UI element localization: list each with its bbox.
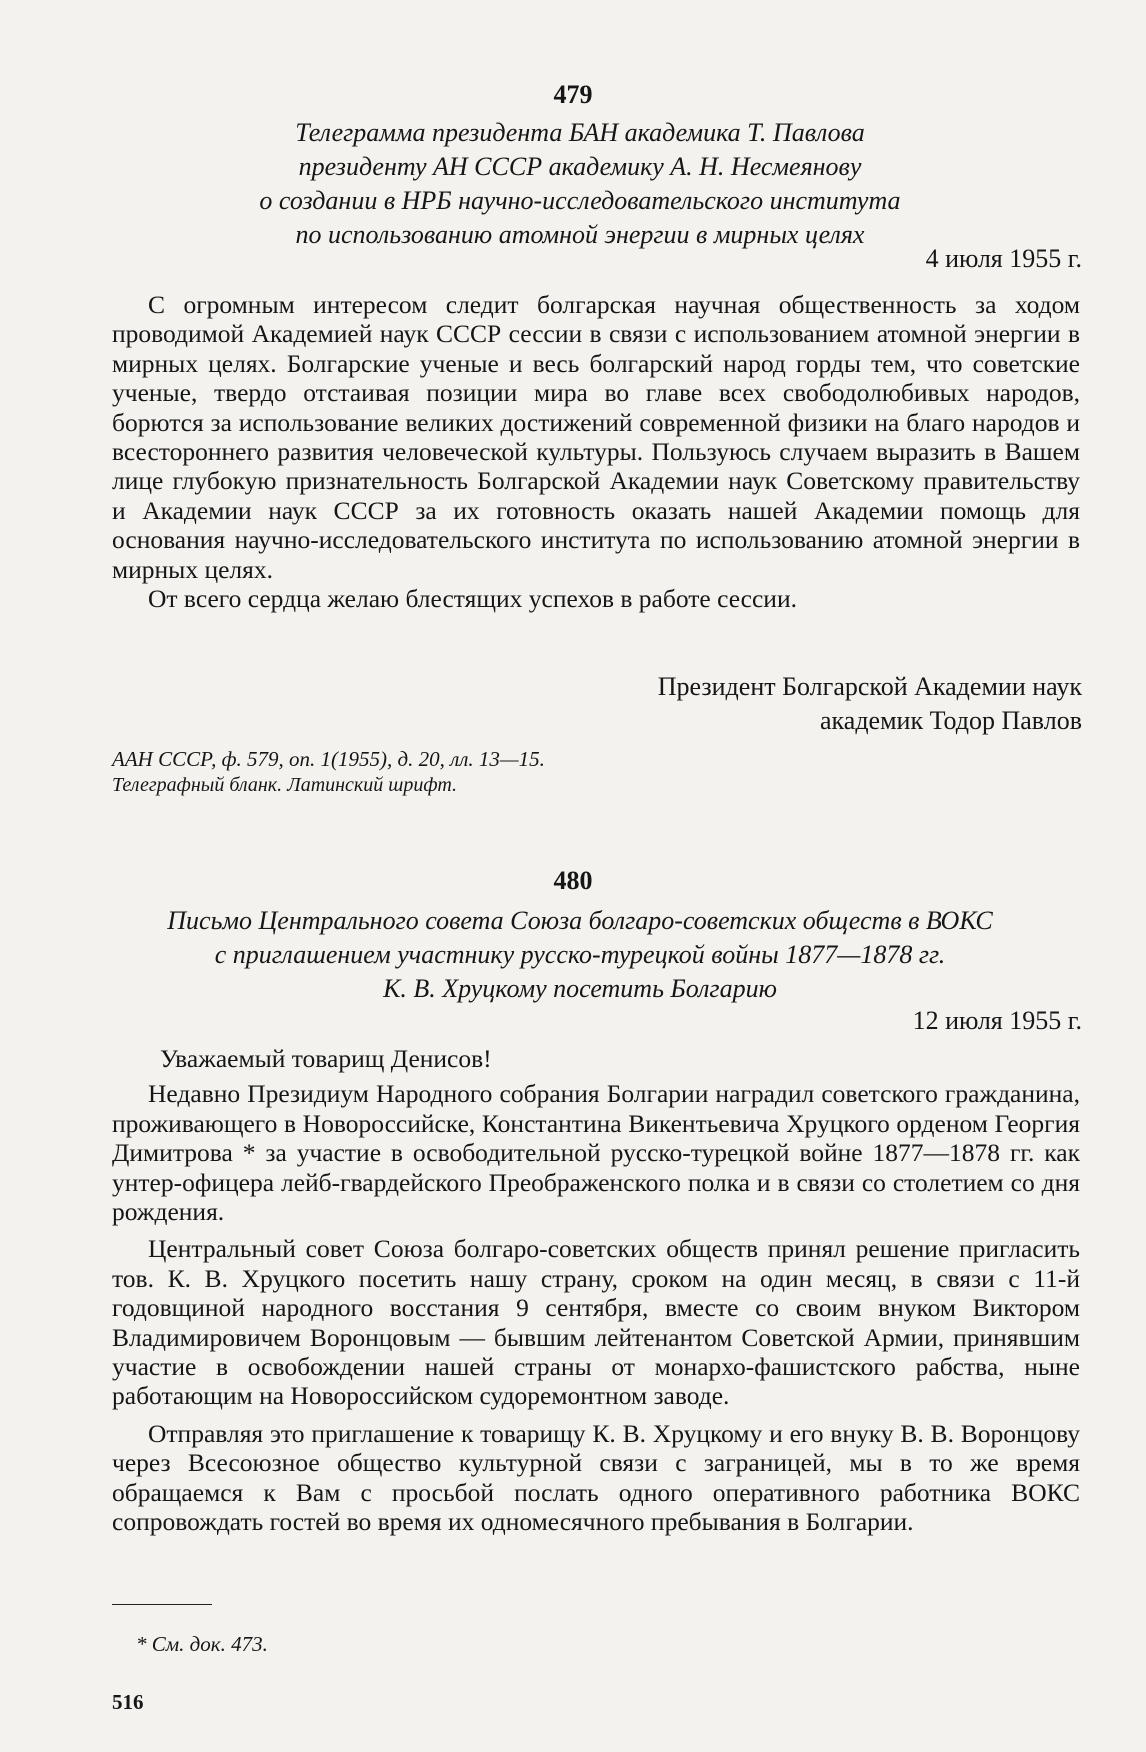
- document-body-479: [112, 290, 1080, 613]
- body-paragraph: Недавно Президиум Народного собрания Болгарии наградил советского гражданина, проживающего в Новороссийске, Константина Викентьевича Хруцкого орденом Георгия Димитрова * за участие в освободительной русско-турецкой войне 1877—1878 гг. как унтер-офицера лейб-гвардейского Преображенского полка и в связи со столетием со дня рождения.: [112, 1079, 1080, 1227]
- document-number-480: 480: [553, 866, 593, 895]
- title-line: Телеграмма президента БАН академика Т. Павлова: [295, 118, 865, 147]
- signature-line: Президент Болгарской Академии наук: [657, 672, 1082, 701]
- page-number: 516: [112, 1690, 144, 1714]
- footnote: * См. док. 473.: [136, 1632, 268, 1656]
- archive-note-479: Телеграфный бланк. Латинский шрифт.: [112, 774, 458, 796]
- document-number-479: 479: [553, 80, 593, 109]
- document-title-480: [80, 904, 1080, 1006]
- document-title-479: [160, 116, 1000, 252]
- body-paragraph: Центральный совет Союза болгаро-советских обществ принял решение пригласить тов. К. В. Хруцкого посетить нашу страну, сроком на один месяц, в связи с 11-й годовщиной народного восстания 9 сентября, вместе со своим внуком Виктором Владимировичем Воронцовым — бывшим лейтенантом Советской Армии, принявшим участие в освобождении нашей страны от монархо-фашистского рабства, ныне работающим на Новороссийском судоремонтном заводе.: [112, 1234, 1080, 1411]
- footnote-divider: [112, 1604, 212, 1605]
- title-line: о создании в НРБ научно-исследовательского института: [259, 186, 901, 215]
- title-line: Письмо Центрального совета Союза болгаро-советских обществ в ВОКС: [167, 906, 993, 935]
- document-date-479: 4 июля 1955 г.: [925, 244, 1082, 273]
- body-paragraph: От всего сердца желаю блестящих успехов в работе сессии.: [148, 584, 797, 614]
- title-line: К. В. Хруцкому посетить Болгарию: [383, 974, 777, 1003]
- signature-479: [658, 670, 1082, 738]
- body-paragraph: Отправляя это приглашение к товарищу К. В. Хруцкому и его внуку В. В. Воронцову через Всесоюзное общество культурной связи с заграницей, мы в то же время обращаемся к Вам с просьбой послать одного оперативного работника ВОКС сопровождать гостей во время их одномесячного пребывания в Болгарии.: [112, 1418, 1080, 1537]
- archive-source-479: ААН СССР, ф. 579, оп. 1(1955), д. 20, лл. 13—15.: [112, 747, 545, 771]
- body-paragraph: С огромным интересом следит болгарская научная общественность за ходом проводимой Академией наук СССР сессии в связи с использованием атомной энергии в мирных целях. Болгарские ученые и весь болгарский народ горды тем, что советские ученые, твердо отстаивая позиции мира во главе всех свободолюбивых народов, борются за использование великих достижений современной физики на благо народов и всестороннего развития человеческой культуры. Пользуюсь случаем выразить в Вашем лице глубокую признательность Болгарской Академии наук Советскому правительству и Академии наук СССР за их готовность оказать нашей Академии помощь для основания научно-исследовательского института по использованию атомной энергии в мирных целях.: [112, 290, 1080, 584]
- title-line: с приглашением участнику русско-турецкой войны 1877—1878 гг.: [214, 940, 946, 969]
- title-line: по использованию атомной энергии в мирных целях: [295, 220, 865, 249]
- title-line: президенту АН СССР академику А. Н. Несмеянову: [298, 152, 862, 181]
- signature-line: академик Тодор Павлов: [820, 706, 1082, 735]
- greeting: Уважаемый товарищ Денисов!: [160, 1044, 492, 1073]
- document-date-480: 12 июля 1955 г.: [912, 1006, 1082, 1035]
- document-body-480: [112, 1044, 1080, 1537]
